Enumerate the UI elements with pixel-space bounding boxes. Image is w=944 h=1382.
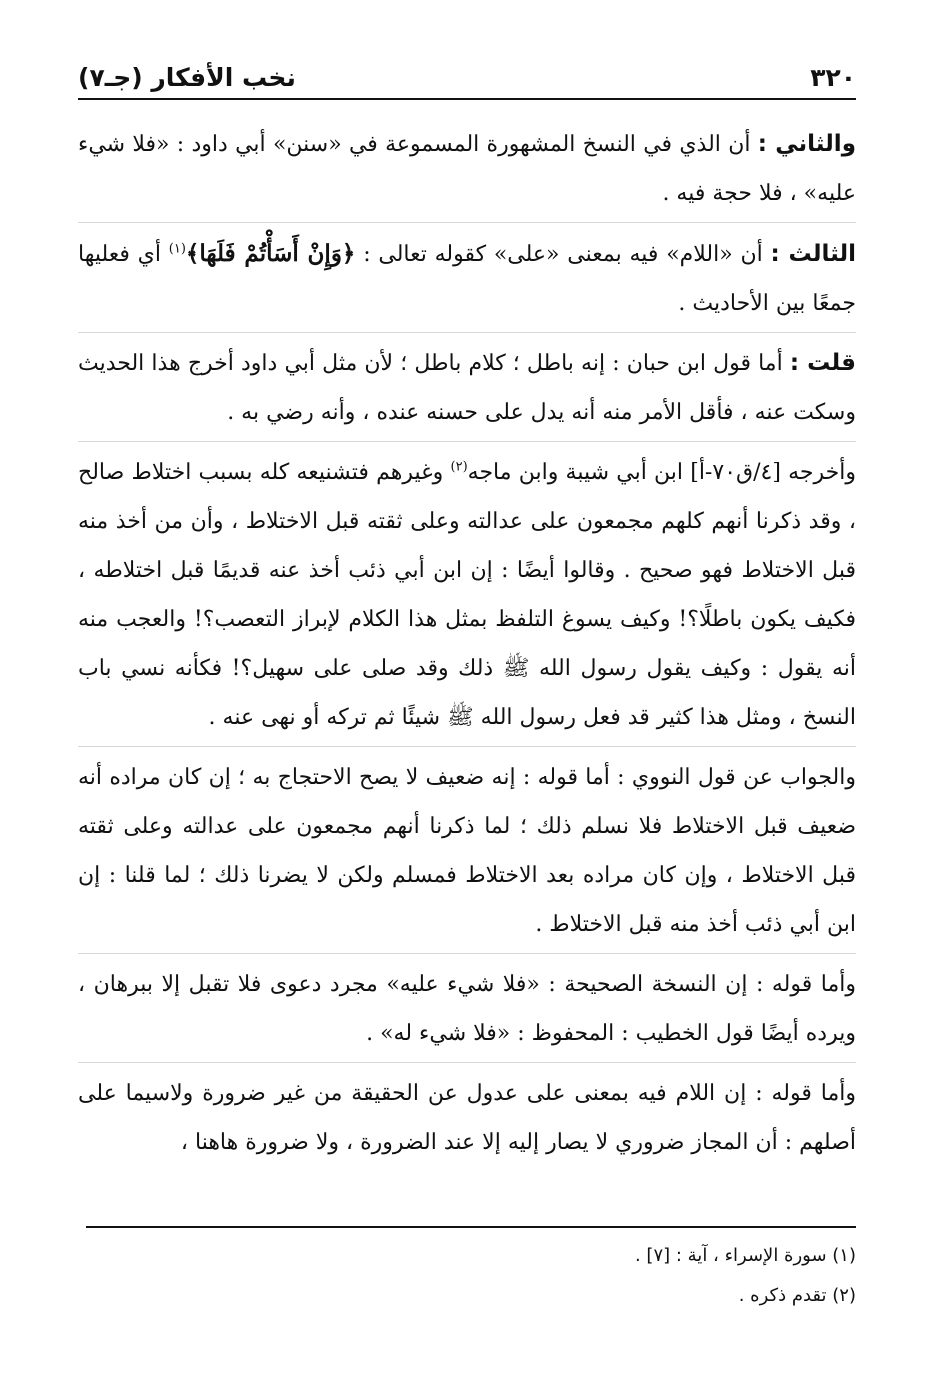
footnote-ref: (١) xyxy=(168,241,186,257)
paragraph-text: وأما قوله : إن النسخة الصحيحة : «فلا شيء عليه» مجرد دعوى فلا تقبل إلا ببرهان ، ويرده أيضًا قول الخطيب : المحفوظ : «فلا شيء له» . xyxy=(78,972,856,1046)
footnotes xyxy=(86,1236,856,1316)
paragraph-text: والجواب عن قول النووي : أما قوله : إنه ضعيف لا يصح الاحتجاج به ؛ إن كان مراده أنه ضعيف قبل الاختلاط فلا نسلم ذلك ؛ لما ذكرنا أنهم مجمعون على عدالته وعلى ثقته قبل الاختلاط ، وإن كان مراده بعد الاختلاط فمسلم ولكن لا يضرنا ذلك ؛ لما قلنا : إن ابن أبي ذئب أخذ منه قبل الاختلاط . xyxy=(78,765,856,937)
paragraph-text: أن «اللام» فيه بمعنى «على» كقوله تعالى : xyxy=(355,242,771,267)
paragraph-text: أما قول ابن حبان : إنه باطل ؛ كلام باطل ؛ لأن مثل أبي داود أخرج هذا الحديث وسكت عنه ، فأقل الأمر منه أنه يدل على حسنه عنده ، وأنه رضي به . xyxy=(78,351,856,425)
paragraph-nawawi-reply xyxy=(78,753,856,954)
paragraph-qultu xyxy=(78,339,856,442)
footnote-item: (٢) تقدم ذكره . xyxy=(738,1285,856,1306)
page-header xyxy=(78,52,856,98)
paragraph-sound-copy xyxy=(78,960,856,1063)
footnote-divider xyxy=(86,1226,856,1228)
paragraph-takhrij xyxy=(78,448,856,747)
paragraph-second-point xyxy=(78,120,856,223)
paragraph-lead: الثالث : xyxy=(770,241,857,267)
paragraph-text: أي فعليها جمعًا بين الأحاديث . xyxy=(78,242,856,316)
page-number: ٣٢٠ xyxy=(810,63,856,92)
header-divider xyxy=(78,98,856,100)
paragraph-lead: والثاني : xyxy=(757,131,856,157)
paragraph-text: وغيرهم فتشنيعه كله بسبب اختلاط صالح ، وقد ذكرنا أنهم كلهم مجمعون على عدالته وعلى ثقته قبل الاختلاط ، وأن من أخذ منه قبل الاختلاط فهو صحيح . وقالوا أيضًا : إن ابن أبي ذئب أخذ عنه قديمًا قبل اختلاطه ، فكيف يكون باطلًا؟! وكيف يسوغ التلفظ بمثل هذا الكلام لإبراز التعصب؟! والعجب منه أنه يقول : وكيف يقول رسول الله ﷺ ذلك وقد صلى على سهيل؟! فكأنه نسي باب النسخ ، ومثل هذا كثير قد فعل رسول الله ﷺ شيئًا ثم تركه أو نهى عنه . xyxy=(78,460,856,730)
paragraph-lead: قلت : xyxy=(789,350,856,376)
book-title: نخب الأفكار (جـ٧) xyxy=(78,63,296,92)
paragraph-text: أن الذي في النسخ المشهورة المسموعة في «سنن» أبي داود : «فلا شيء عليه» ، فلا حجة فيه . xyxy=(78,132,856,206)
footnote-ref: (٢) xyxy=(450,459,468,475)
paragraph-lam-meaning xyxy=(78,1069,856,1171)
footnote-item: (١) سورة الإسراء ، آية : [٧] . xyxy=(634,1245,856,1266)
page-body xyxy=(78,120,856,1177)
paragraph-text: وأما قوله : إن اللام فيه بمعنى على عدول عن الحقيقة من غير ضرورة ولاسيما على أصلهم : أن المجاز ضروري لا يصار إليه إلا عند الضرورة ، ولا ضرورة هاهنا ، xyxy=(78,1081,856,1155)
paragraph-third-point xyxy=(78,229,856,333)
quran-verse: ﴿وَإِنْ أَسَأْتُمْ فَلَهَا﴾ xyxy=(185,240,356,267)
paragraph-text: وأخرجه [٤/ق٧٠-أ] ابن أبي شيبة وابن ماجه xyxy=(467,460,856,485)
